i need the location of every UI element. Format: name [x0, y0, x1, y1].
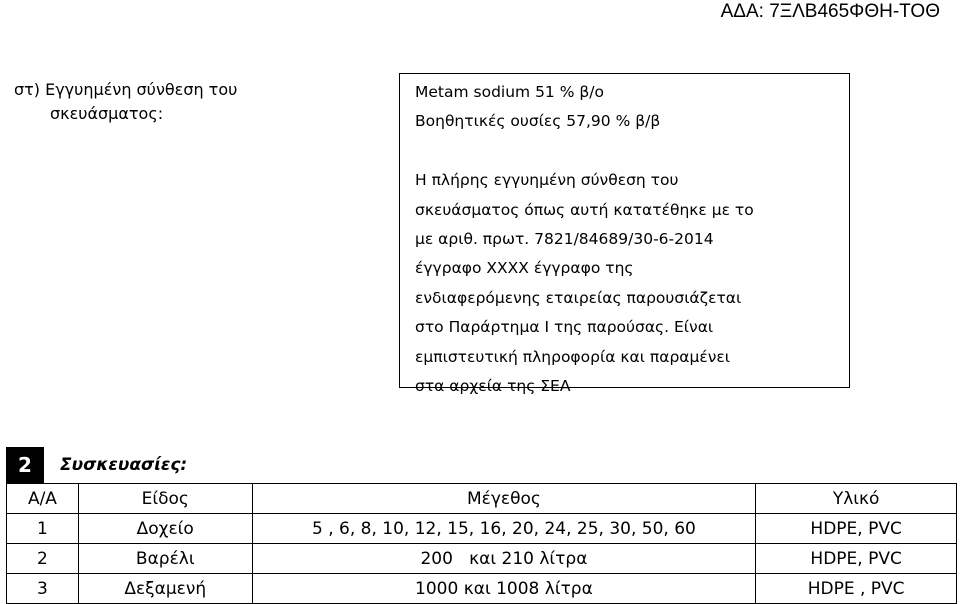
table-row — [7, 514, 957, 544]
header-cell: Α/Α — [7, 484, 79, 514]
table-cell: 3 — [7, 574, 79, 604]
header-cell: Μέγεθος — [252, 484, 756, 514]
composition-line: ενδιαφερόμενης εταιρείας παρουσιάζεται — [415, 288, 742, 307]
table-cell: 1 — [7, 514, 79, 544]
table-cell: Βαρέλι — [78, 544, 252, 574]
section-title: Συσκευασίες: — [60, 455, 188, 475]
composition-line: με αριθ. πρωτ. 7821/84689/30-6-2014 — [415, 229, 714, 248]
table-row — [7, 574, 957, 604]
header-cell: Είδος — [78, 484, 252, 514]
section-heading — [6, 447, 187, 483]
table-cell: HDPE, PVC — [756, 514, 957, 544]
composition-line: στο Παράρτημα Ι της παρούσας. Είναι — [415, 318, 714, 337]
composition-line: έγγραφο ΧΧΧΧ έγγραφο της — [415, 259, 634, 278]
table-cell: 2 — [7, 544, 79, 574]
table-cell: HDPE , PVC — [756, 574, 957, 604]
header-cell: Υλικό — [756, 484, 957, 514]
composition-line: Metam sodium 51 % β/ο — [415, 83, 604, 101]
table-cell: Δοχείο — [78, 514, 252, 544]
table-cell: Δεξαμενή — [78, 574, 252, 604]
composition-label-line: σκευάσματος: — [50, 104, 164, 123]
packaging-table — [6, 483, 957, 604]
table-cell: 1000 και 1008 λίτρα — [252, 574, 756, 604]
table-cell: 200 και 210 λίτρα — [252, 544, 756, 574]
composition-box — [399, 73, 850, 395]
table-header-row — [7, 484, 957, 514]
ada-code: ΑΔΑ: 7ΞΛΒ465ΦΘΗ-ΤΟΘ — [720, 1, 940, 22]
table-row — [7, 544, 957, 574]
table-cell: 5 , 6, 8, 10, 12, 15, 16, 20, 24, 25, 30, 50, 60 — [252, 514, 756, 544]
composition-line: Η πλήρης εγγυημένη σύνθεση του — [415, 171, 679, 190]
composition-label — [14, 78, 284, 126]
table-cell: HDPE, PVC — [756, 544, 957, 574]
composition-line: εμπιστευτική πληροφορία και παραμένει — [415, 347, 731, 366]
section-number: 2 — [6, 447, 44, 483]
composition-spacer — [415, 137, 849, 166]
composition-line: Βοηθητικές ουσίες 57,90 % β/β — [415, 112, 661, 131]
composition-line: σκευάσματος όπως αυτή κατατέθηκε με το — [415, 200, 754, 219]
composition-line: στα αρχεία της ΣΕΑ — [415, 376, 571, 395]
composition-label-line: στ) Εγγυημένη σύνθεση του — [14, 80, 238, 99]
